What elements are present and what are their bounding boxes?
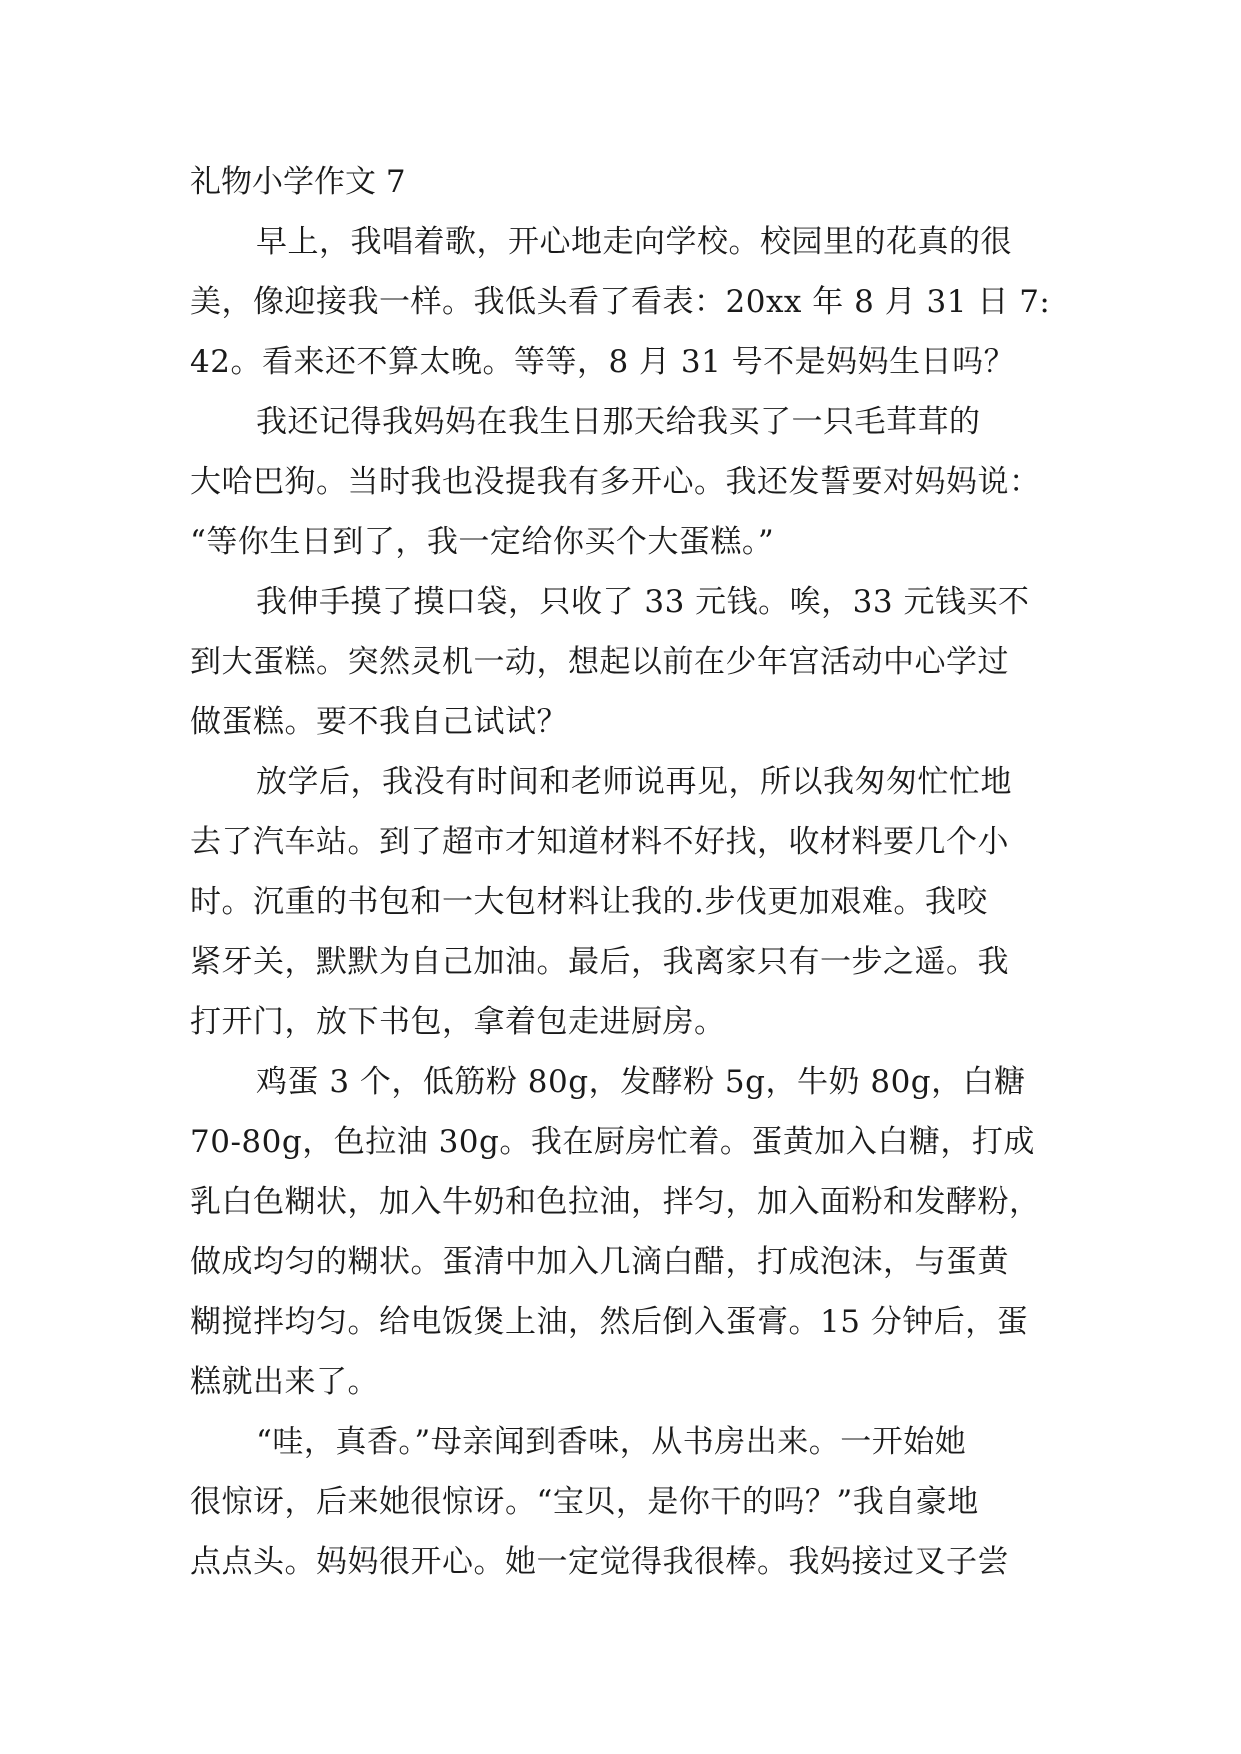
text-line: 去了汽车站。到了超市才知道材料不好找，收材料要几个小: [190, 824, 1009, 860]
paragraph: [190, 212, 1050, 392]
text-line: 到大蛋糕。突然灵机一动，想起以前在少年宫活动中心学过: [190, 644, 1009, 680]
text-line: “等你生日到了，我一定给你买个大蛋糕。”: [190, 524, 775, 560]
text-line: 糊搅拌均匀。给电饭煲上油，然后倒入蛋膏。15 分钟后，蛋: [190, 1304, 1029, 1340]
text-line: 放学后，我没有时间和老师说再见，所以我匆匆忙忙地: [256, 764, 1012, 800]
text-line: 糕就出来了。: [190, 1364, 379, 1400]
text-line: 鸡蛋 3 个，低筋粉 80g，发酵粉 5g，牛奶 80g，白糖: [256, 1064, 1026, 1100]
text-line: 我还记得我妈妈在我生日那天给我买了一只毛茸茸的: [256, 404, 981, 440]
text-line: 时。沉重的书包和一大包材料让我的.步伐更加艰难。我咬: [190, 884, 988, 920]
paragraph: [190, 752, 1050, 1052]
text-line: 乳白色糊状，加入牛奶和色拉油，拌匀，加入面粉和发酵粉，: [190, 1184, 1041, 1220]
text-line: 做成均匀的糊状。蛋清中加入几滴白醋，打成泡沫，与蛋黄: [190, 1244, 1009, 1280]
text-line: 点点头。妈妈很开心。她一定觉得我很棒。我妈接过叉子尝: [190, 1544, 1009, 1580]
document-body: [190, 152, 1050, 1592]
text-line: 紧牙关，默默为自己加油。最后，我离家只有一步之遥。我: [190, 944, 1009, 980]
paragraph: [190, 392, 1050, 572]
text-line: 早上，我唱着歌，开心地走向学校。校园里的花真的很: [256, 224, 1012, 260]
text-line: 我伸手摸了摸口袋，只收了 33 元钱。唉，33 元钱买不: [256, 584, 1030, 620]
text-line: 美，像迎接我一样。我低头看了看表：20xx 年 8 月 31 日 7:: [190, 284, 1051, 320]
document-title: 礼物小学作文 7: [190, 164, 406, 200]
paragraph: [190, 1412, 1050, 1592]
paragraph: [190, 1052, 1050, 1412]
text-line: 大哈巴狗。当时我也没提我有多开心。我还发誓要对妈妈说：: [190, 464, 1041, 500]
text-line: 42。看来还不算太晚。等等，8 月 31 号不是妈妈生日吗？: [190, 344, 1016, 380]
text-line: 很惊讶，后来她很惊讶。“宝贝，是你干的吗？”我自豪地: [190, 1484, 979, 1520]
paragraph: [190, 572, 1050, 752]
text-line: 70-80g，色拉油 30g。我在厨房忙着。蛋黄加入白糖，打成: [190, 1124, 1035, 1160]
text-line: 做蛋糕。要不我自己试试？: [190, 704, 568, 740]
text-line: 打开门，放下书包，拿着包走进厨房。: [190, 1004, 726, 1040]
text-line: “哇，真香。”母亲闻到香味，从书房出来。一开始她: [256, 1424, 967, 1460]
